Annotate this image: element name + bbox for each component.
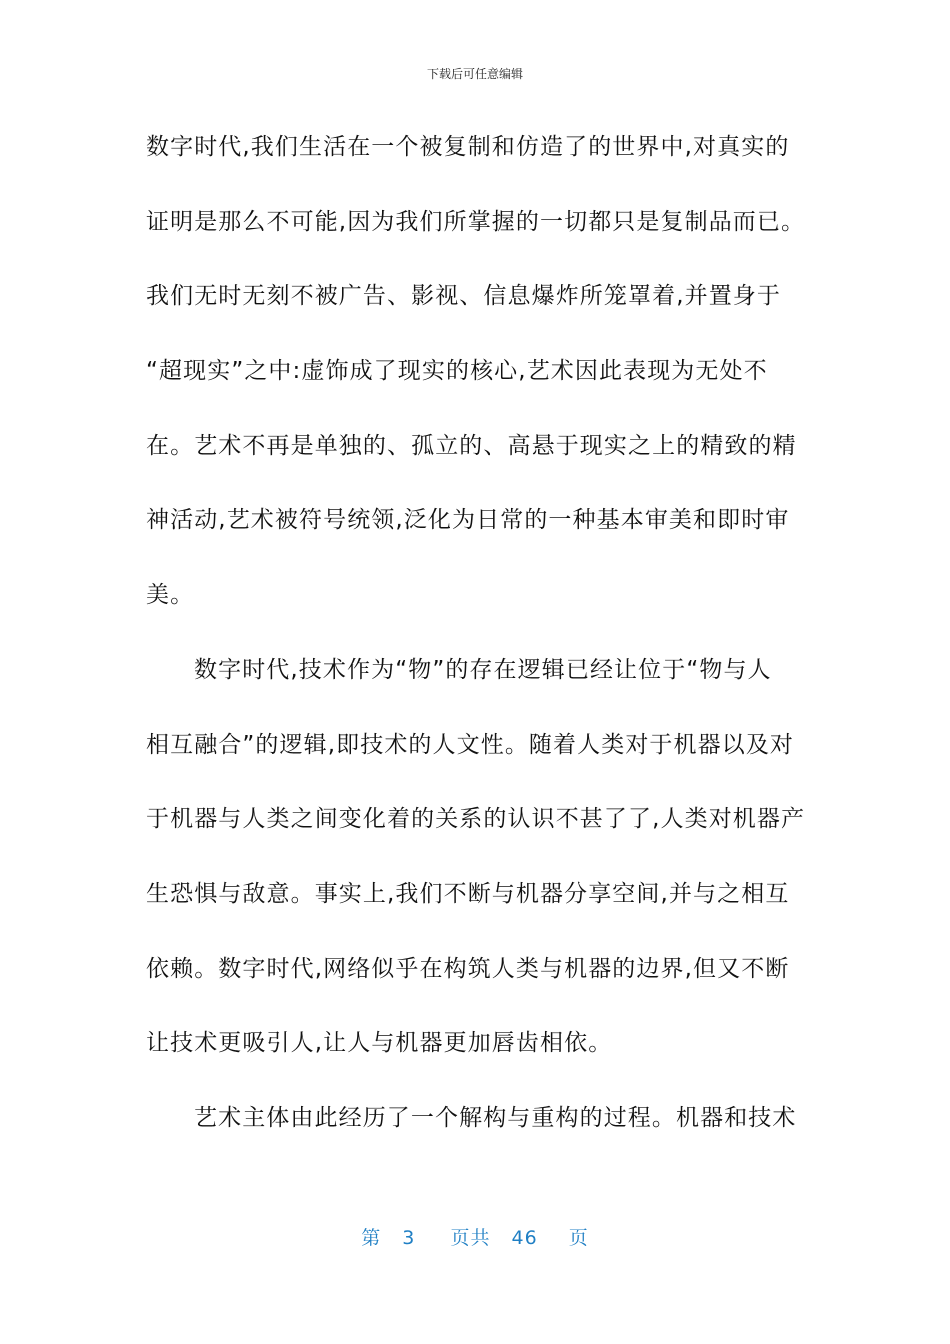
page-number: 3 [402, 1227, 416, 1249]
text-line: 依赖。数字时代,网络似乎在构筑人类与机器的边界,但又不断 [146, 955, 790, 982]
text-line: 神活动,艺术被符号统领,泛化为日常的一种基本审美和即时审 [146, 507, 790, 534]
page-label: 第 [361, 1227, 382, 1249]
text-line: 在。艺术不再是单独的、孤立的、高悬于现实之上的精致的精 [146, 432, 797, 459]
text-line: 证明是那么不可能,因为我们所掌握的一切都只是复制品而已。 [146, 208, 806, 235]
total-pages: 46 [511, 1227, 538, 1249]
text-line: 生恐惧与敌意。事实上,我们不断与机器分享空间,并与之相互 [146, 880, 790, 907]
header-note: 下载后可任意编辑 [426, 67, 523, 81]
end-label: 页 [568, 1227, 589, 1249]
page-footer [0, 1226, 950, 1250]
text-line: 我们无时无刻不被广告、影视、信息爆炸所笼罩着,并置身于 [146, 283, 782, 310]
text-line: 美。 [146, 582, 195, 609]
text-line: 相互融合”的逻辑,即技术的人文性。随着人类对于机器以及对 [146, 731, 795, 758]
paragraph-start-line: 数字时代,技术作为“物”的存在逻辑已经让位于“物与人 [194, 656, 772, 683]
text-line: 数字时代,我们生活在一个被复制和仿造了的世界中,对真实的 [146, 134, 790, 160]
total-label: 页共 [450, 1227, 491, 1249]
text-line: 于机器与人类之间变化着的关系的认识不甚了了,人类对机器产 [146, 806, 806, 833]
body-text [146, 110, 806, 1156]
paragraph-start-line: 艺术主体由此经历了一个解构与重构的过程。机器和技术 [194, 1104, 797, 1131]
text-line: “超现实”之中:虚饰成了现实的核心,艺术因此表现为无处不 [146, 358, 768, 385]
text-line: 让技术更吸引人,让人与机器更加唇齿相依。 [146, 1030, 613, 1057]
